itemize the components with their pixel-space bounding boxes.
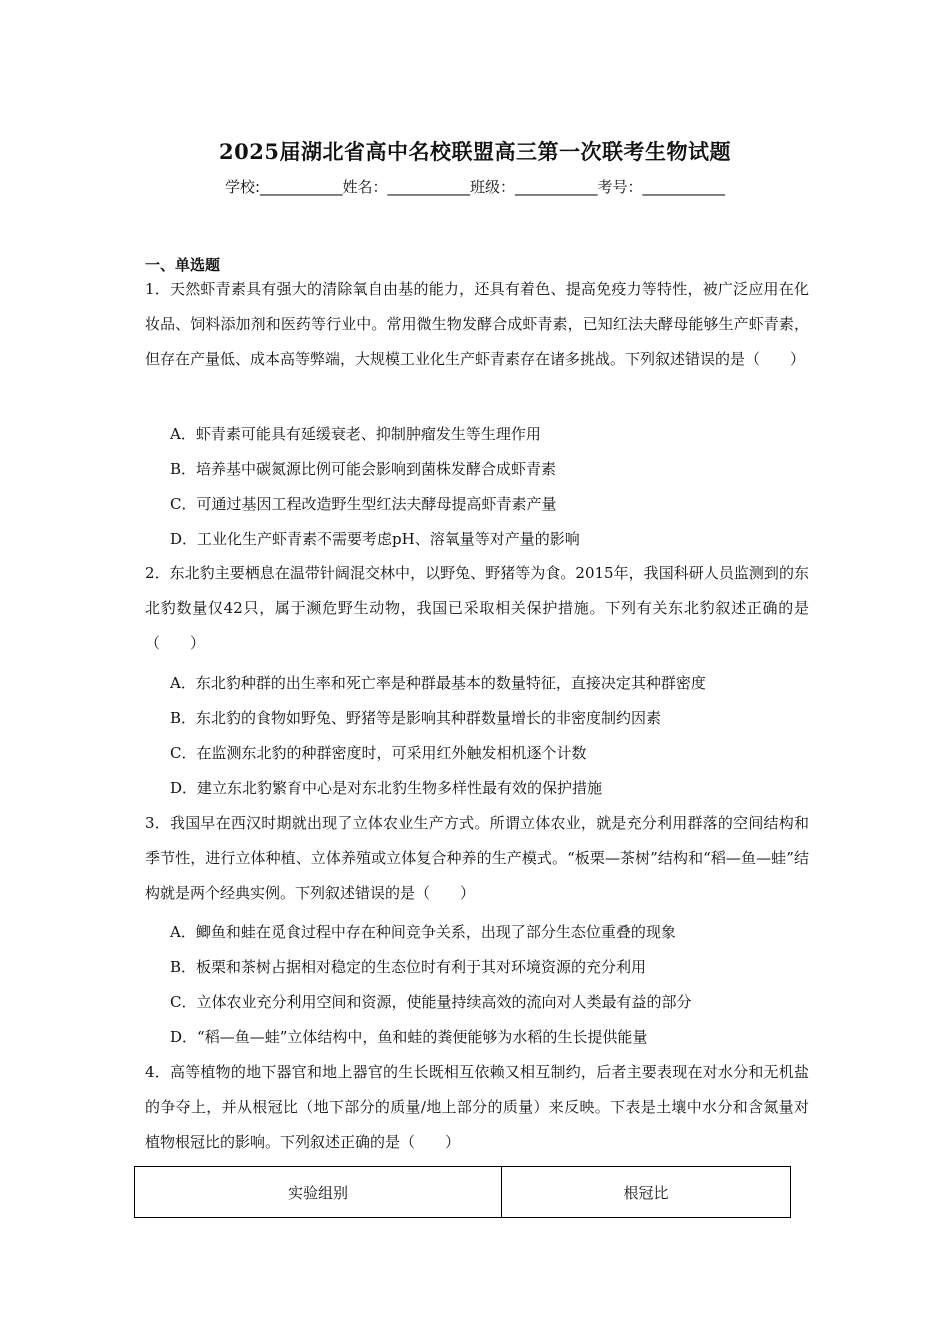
question-3-stem: 3．我国早在西汉时期就出现了立体农业生产方式。所谓立体农业，就是充分利用群落的空间结构和季节性，进行立体种植、立体养殖或立体复合种养的生产模式。“板栗—茶树”结构和“稻—鱼—蛙”结构就是两个经典实例。下列叙述错误的是（ ） [145,814,809,902]
table-header-group: 实验组别 [135,1167,502,1218]
student-info-line: 学校:___________姓名：___________班级：___________考号：___________ [224,178,726,196]
question-2-option-d: D．建立东北豹繁育中心是对东北豹生物多样性最有效的保护措施 [170,779,603,797]
table-header-row [135,1167,791,1218]
question-3-option-d: D．“稻—鱼—蛙”立体结构中，鱼和蛙的粪便能够为水稻的生长提供能量 [170,1028,648,1046]
question-3-option-a: A．鲫鱼和蛙在觅食过程中存在种间竞争关系，出现了部分生态位重叠的现象 [170,923,676,941]
question-1-option-b: B．培养基中碳氮源比例可能会影响到菌株发酵合成虾青素 [170,460,557,478]
page-title: 2025届湖北省高中名校联盟高三第一次联考生物试题 [219,139,731,164]
question-1-option-d: D．工业化生产虾青素不需要考虑pH、溶氧量等对产量的影响 [170,530,580,548]
question-2-option-a: A．东北豹种群的出生率和死亡率是种群最基本的数量特征，直接决定其种群密度 [170,674,706,692]
question-1-option-a: A．虾青素可能具有延缓衰老、抑制肿瘤发生等生理作用 [170,425,541,443]
question-2-option-c: C．在监测东北豹的种群密度时，可采用红外触发相机逐个计数 [170,744,587,762]
question-1-stem: 1．天然虾青素具有强大的清除氧自由基的能力，还具有着色、提高免疫力等特性，被广泛应用在化妆品、饲料添加剂和医药等行业中。常用微生物发酵合成虾青素，已知红法夫酵母能够生产虾青素，但存在产量低、成本高等弊端，大规模工业化生产虾青素存在诸多挑战。下列叙述错误的是（ ） [145,280,809,368]
root-shoot-ratio-table [134,1166,791,1218]
question-1-option-c: C．可通过基因工程改造野生型红法夫酵母提高虾青素产量 [170,495,557,513]
question-3-option-b: B．板栗和茶树占据相对稳定的生态位时有利于其对环境资源的充分利用 [170,958,647,976]
section-heading: 一、单选题 [145,256,221,274]
question-2-stem: 2．东北豹主要栖息在温带针阔混交林中，以野兔、野猪等为食。2015年，我国科研人员监测到的东北豹数量仅42只，属于濒危野生动物，我国已采取相关保护措施。下列有关东北豹叙述正确的是（ ） [145,564,809,652]
question-2-option-b: B．东北豹的食物如野兔、野猪等是影响其种群数量增长的非密度制约因素 [170,709,662,727]
question-4-stem: 4．高等植物的地下器官和地上器官的生长既相互依赖又相互制约，后者主要表现在对水分和无机盐的争夺上，并从根冠比（地下部分的质量/地上部分的质量）来反映。下表是土壤中水分和含氮量对植物根冠比的影响。下列叙述正确的是（ ） [145,1063,809,1151]
table-header-ratio: 根冠比 [502,1167,791,1218]
question-3-option-c: C．立体农业充分利用空间和资源，使能量持续高效的流向对人类最有益的部分 [170,993,692,1011]
